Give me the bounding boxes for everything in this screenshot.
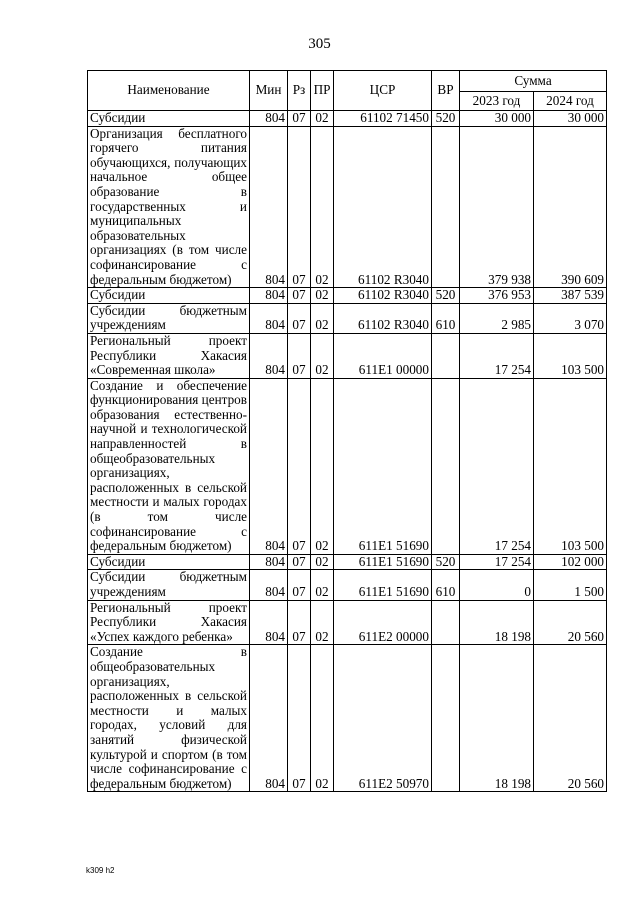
header-year-2024: 2024 год [534,92,607,111]
header-name: Наименование [88,71,250,111]
row-csr: 611E2 50970 [334,645,432,792]
row-pr: 02 [311,554,334,570]
row-rz: 07 [288,645,311,792]
table-row [88,333,607,378]
row-csr: 61102 R3040 [334,303,432,333]
row-min: 804 [250,378,288,554]
header-min: Мин [250,71,288,111]
row-name: Региональный проект Республики Хакасия «Современная школа» [88,333,250,378]
row-name: Субсидии [88,111,250,127]
row-min: 804 [250,554,288,570]
row-rz: 07 [288,111,311,127]
row-sum-2023: 2 985 [460,303,534,333]
row-csr: 611E1 51690 [334,554,432,570]
table-row [88,288,607,304]
row-vr: 520 [432,111,460,127]
header-rz: Рз [288,71,311,111]
table-row [88,554,607,570]
row-rz: 07 [288,126,311,288]
row-min: 804 [250,288,288,304]
row-sum-2023: 17 254 [460,554,534,570]
table-row [88,111,607,127]
row-name: Субсидии [88,554,250,570]
header-vr: ВР [432,71,460,111]
row-min: 804 [250,570,288,600]
row-csr: 611E2 00000 [334,600,432,645]
row-sum-2024: 390 609 [534,126,607,288]
row-min: 804 [250,333,288,378]
row-vr [432,378,460,554]
row-sum-2024: 20 560 [534,600,607,645]
row-sum-2024: 3 070 [534,303,607,333]
table-row [88,600,607,645]
table-row [88,570,607,600]
row-pr: 02 [311,570,334,600]
row-vr: 610 [432,570,460,600]
row-vr [432,126,460,288]
row-sum-2023: 0 [460,570,534,600]
row-sum-2023: 17 254 [460,378,534,554]
row-pr: 02 [311,645,334,792]
row-rz: 07 [288,554,311,570]
row-name: Субсидии бюджетным учреждениям [88,303,250,333]
header-year-2023: 2023 год [460,92,534,111]
row-vr [432,333,460,378]
row-csr: 61102 R3040 [334,126,432,288]
row-rz: 07 [288,288,311,304]
row-min: 804 [250,645,288,792]
row-sum-2024: 387 539 [534,288,607,304]
row-sum-2024: 103 500 [534,378,607,554]
row-vr: 520 [432,554,460,570]
row-sum-2024: 102 000 [534,554,607,570]
row-sum-2024: 103 500 [534,333,607,378]
table-row [88,378,607,554]
row-name: Создание и обеспечение функционирования центров образования естественно-научной и технологической направленностей в общеобразовательных организациях, расположенных в сельской местности и малых городах (в том числе софинансирование с федеральным бюджетом) [88,378,250,554]
row-min: 804 [250,303,288,333]
row-rz: 07 [288,303,311,333]
row-sum-2023: 18 198 [460,600,534,645]
row-vr: 520 [432,288,460,304]
table-row [88,303,607,333]
row-sum-2023: 17 254 [460,333,534,378]
row-csr: 61102 R3040 [334,288,432,304]
header-pr: ПР [311,71,334,111]
table-row [88,126,607,288]
row-name: Создание в общеобразовательных организациях, расположенных в сельской местности и малых городах, условий для занятий физической культурой и спортом (в том числе софинансирование с федеральным бюджетом) [88,645,250,792]
footer-code: k309 h2 [86,866,115,875]
row-sum-2023: 18 198 [460,645,534,792]
row-rz: 07 [288,378,311,554]
row-vr: 610 [432,303,460,333]
row-min: 804 [250,111,288,127]
table-row [88,645,607,792]
row-pr: 02 [311,111,334,127]
row-rz: 07 [288,570,311,600]
row-vr [432,645,460,792]
header-csr: ЦСР [334,71,432,111]
row-name: Субсидии [88,288,250,304]
row-sum-2024: 30 000 [534,111,607,127]
row-name: Региональный проект Республики Хакасия «Успех каждого ребенка» [88,600,250,645]
row-pr: 02 [311,333,334,378]
header-sum: Сумма [460,71,607,92]
row-sum-2024: 20 560 [534,645,607,792]
row-sum-2023: 30 000 [460,111,534,127]
header-row [88,71,607,92]
row-sum-2023: 379 938 [460,126,534,288]
row-name: Субсидии бюджетным учреждениям [88,570,250,600]
row-csr: 611E1 00000 [334,333,432,378]
row-pr: 02 [311,288,334,304]
row-rz: 07 [288,600,311,645]
row-csr: 611E1 51690 [334,378,432,554]
row-min: 804 [250,600,288,645]
row-min: 804 [250,126,288,288]
page-number: 305 [308,36,331,52]
row-pr: 02 [311,303,334,333]
row-rz: 07 [288,333,311,378]
row-name: Организация бесплатного горячего питания обучающихся, получающих начальное общее образование в государственных и муниципальных образовательных организациях (в том числе софинансирование с федеральным бюджетом) [88,126,250,288]
row-sum-2023: 376 953 [460,288,534,304]
row-csr: 611E1 51690 [334,570,432,600]
row-pr: 02 [311,378,334,554]
row-pr: 02 [311,126,334,288]
row-pr: 02 [311,600,334,645]
budget-table [87,70,607,792]
row-sum-2024: 1 500 [534,570,607,600]
row-vr [432,600,460,645]
row-csr: 61102 71450 [334,111,432,127]
